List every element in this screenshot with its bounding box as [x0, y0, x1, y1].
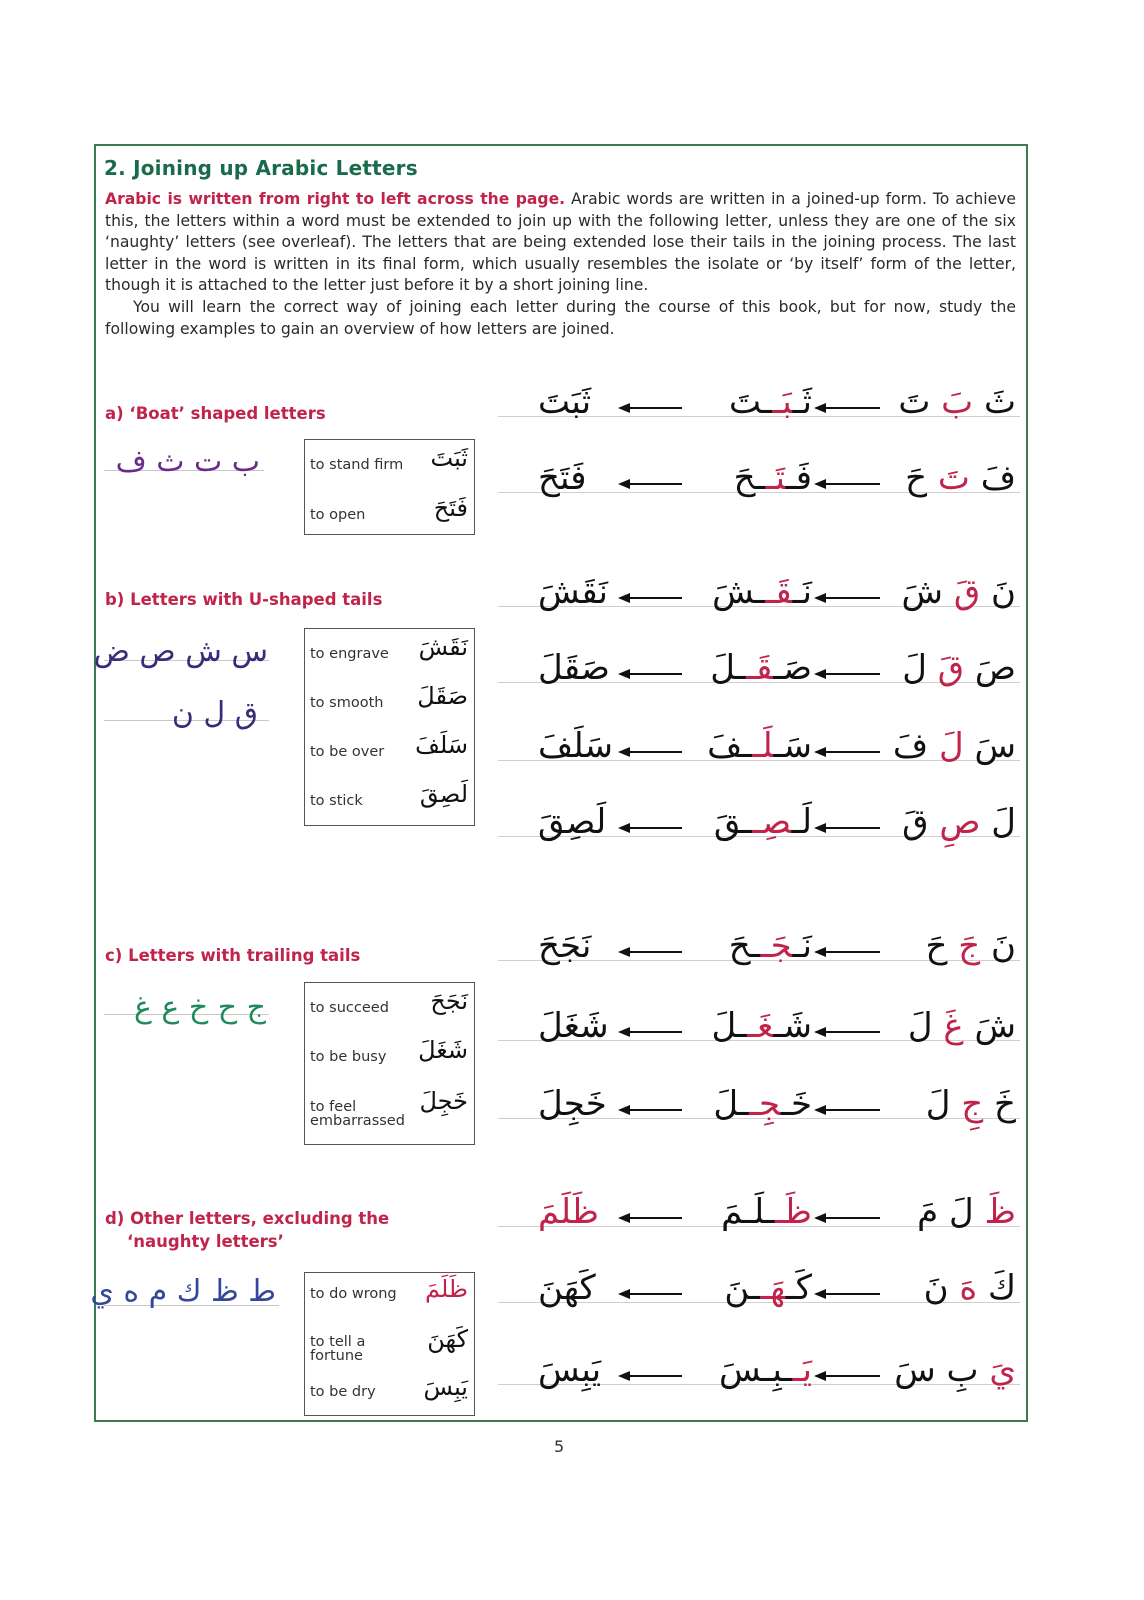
medial-forms	[734, 458, 812, 498]
joining-row	[498, 452, 1020, 512]
medial-letter: غَـ	[747, 1006, 774, 1046]
arrow-left-icon	[620, 1031, 682, 1033]
medial-letter: ـلَـمَ	[721, 1192, 775, 1232]
isolated-letter: بِ	[935, 1350, 979, 1390]
isolated-letter: فَ	[969, 458, 1016, 498]
isolated-letter: قَ	[943, 572, 981, 612]
vocab-arabic: ظَلَمَ	[424, 1275, 468, 1303]
isolated-letter: نَ	[923, 1268, 949, 1308]
medial-letter: صِـ	[752, 802, 792, 842]
page-title: 2. Joining up Arabic Letters	[104, 156, 418, 180]
section-c-vocab-box	[304, 982, 475, 1145]
joining-row	[498, 376, 1020, 436]
isolated-letter: جِ	[950, 1084, 984, 1124]
section-b-title: b) Letters with U-shaped tails	[105, 590, 383, 609]
arrow-left-icon	[620, 751, 682, 753]
medial-letter: جِـ	[749, 1084, 782, 1124]
medial-forms	[729, 926, 812, 966]
intro-paragraph-2: You will learn the correct way of joining each letter during the course of this book, but for now, study the following examples to gain an overview of how letters are joined.	[105, 297, 1016, 338]
arrow-left-icon	[620, 673, 682, 675]
vocab-arabic: ثَبَتَ	[430, 444, 468, 472]
isolated-letters	[894, 1350, 1016, 1390]
isolated-letter: نَ	[980, 926, 1016, 966]
isolated-letter: خَ	[983, 1084, 1016, 1124]
arrow-left-icon	[816, 673, 880, 675]
isolated-letter: لَ	[938, 1192, 974, 1232]
vocab-arabic: شَغَلَ	[418, 1036, 468, 1064]
vocab-arabic: نَقَشَ	[418, 633, 468, 661]
medial-letter: قَـ	[745, 648, 774, 688]
isolated-letter: مَ	[917, 1192, 939, 1232]
isolated-letter: لَ	[907, 1006, 933, 1046]
medial-forms	[724, 1268, 812, 1308]
medial-letter: كَـ	[785, 1268, 812, 1308]
vocab-english: to tell a fortune	[310, 1334, 366, 1364]
medial-letter: ـشَ	[712, 572, 766, 612]
isolated-letter: سَ	[963, 726, 1016, 766]
isolated-letter: قَ	[926, 648, 965, 688]
joining-row	[498, 1078, 1020, 1138]
medial-letter: ظَـ	[774, 1192, 812, 1232]
arrow-left-icon	[816, 1375, 880, 1377]
isolated-letter: لَ	[925, 1084, 951, 1124]
section-b-letters-2: ق ل ن	[171, 696, 258, 731]
vocab-english: to stick	[310, 793, 363, 809]
isolated-letter: لَ	[902, 648, 927, 688]
isolated-letter: لَ	[928, 726, 964, 766]
isolated-letter: شَ	[901, 572, 944, 612]
medial-letter: جَـ	[760, 926, 793, 966]
vocab-english: to smooth	[310, 695, 384, 711]
section-a-vocab-box	[304, 439, 475, 535]
joined-word: يَبِسَ	[538, 1350, 602, 1390]
medial-letter: ـحَ	[733, 458, 766, 498]
medial-letter: صَـ	[773, 648, 812, 688]
vocab-arabic: نَجَحَ	[430, 987, 468, 1015]
isolated-letter: ثَ	[973, 382, 1016, 422]
vocab-arabic: فَتَحَ	[433, 494, 468, 522]
vocab-english: to engrave	[310, 646, 389, 662]
arrow-left-icon	[816, 827, 880, 829]
arrow-left-icon	[620, 483, 682, 485]
isolated-letter: تَ	[927, 458, 970, 498]
medial-letter: هَـ	[760, 1268, 786, 1308]
vocab-arabic: يَبِسَ	[423, 1373, 468, 1401]
medial-forms	[721, 1192, 812, 1232]
joining-row	[498, 642, 1020, 702]
joined-word: صَقَلَ	[538, 648, 610, 688]
arrow-left-icon	[816, 1031, 880, 1033]
medial-letter: ثَـ	[792, 382, 812, 422]
joined-word: نَجَحَ	[538, 926, 592, 966]
isolated-letter: بَ	[930, 382, 974, 422]
isolated-letter: كَ	[977, 1268, 1016, 1308]
vocab-english: to stand firm	[310, 457, 404, 473]
isolated-letters	[905, 458, 1016, 498]
medial-letter: يَـ	[792, 1350, 812, 1390]
section-a-title: a) ‘Boat’ shaped letters	[105, 404, 326, 423]
section-a-letters: ب ت ث ف	[115, 444, 260, 479]
isolated-letter: هَ	[948, 1268, 978, 1308]
medial-letter: سَـ	[773, 726, 812, 766]
arrow-left-icon	[816, 1293, 880, 1295]
joined-word: لَصِقَ	[538, 802, 607, 842]
isolated-letter: جَ	[947, 926, 981, 966]
medial-letter: ـحَ	[728, 926, 761, 966]
medial-letter: لَـ	[752, 726, 774, 766]
section-b-vocab-box	[304, 628, 475, 826]
section-c-letters: ج ح خ ع غ	[133, 990, 266, 1025]
isolated-letter: يَ	[978, 1350, 1016, 1390]
section-d-vocab-box	[304, 1272, 475, 1416]
arrow-left-icon	[816, 407, 880, 409]
arrow-left-icon	[620, 951, 682, 953]
section-d-title	[105, 1207, 389, 1253]
joining-row	[498, 1186, 1020, 1246]
section-c-title: c) Letters with trailing tails	[105, 946, 361, 965]
vocab-english: to be busy	[310, 1049, 387, 1065]
vocab-arabic: خَجِلَ	[419, 1087, 468, 1115]
medial-letter: ـبِـسَ	[719, 1350, 793, 1390]
arrow-left-icon	[620, 407, 682, 409]
isolated-letter: حَ	[905, 458, 928, 498]
medial-letter: شَـ	[773, 1006, 812, 1046]
isolated-letters	[902, 572, 1016, 612]
isolated-letter: قَ	[902, 802, 929, 842]
isolated-letter: حَ	[925, 926, 948, 966]
arrow-left-icon	[620, 1375, 682, 1377]
medial-forms	[712, 572, 812, 612]
isolated-letters	[917, 1192, 1016, 1232]
joining-row	[498, 720, 1020, 780]
vocab-arabic: صَقَلَ	[417, 682, 468, 710]
medial-forms	[707, 726, 812, 766]
joined-word: ثَبَتَ	[538, 382, 592, 422]
isolated-letters	[926, 1084, 1016, 1124]
arrow-left-icon	[620, 597, 682, 599]
section-d-title-line1: d) Other letters, excluding the	[105, 1209, 390, 1228]
joined-word: خَجِلَ	[538, 1084, 607, 1124]
medial-letter: لَـ	[791, 802, 812, 842]
medial-letter: ـتَ	[728, 382, 773, 422]
joining-row	[498, 1000, 1020, 1060]
arrow-left-icon	[620, 1293, 682, 1295]
medial-forms	[713, 1084, 812, 1124]
medial-forms	[714, 802, 812, 842]
medial-letter: نَـ	[792, 926, 812, 966]
isolated-letters	[926, 926, 1017, 966]
vocab-arabic: سَلَفَ	[415, 731, 468, 759]
arrow-left-icon	[816, 951, 880, 953]
joining-row	[498, 566, 1020, 626]
arrow-left-icon	[620, 1217, 682, 1219]
isolated-letters	[902, 802, 1016, 842]
vocab-english: to be dry	[310, 1384, 376, 1400]
medial-letter: خَـ	[781, 1084, 812, 1124]
intro-body: Arabic words are written in a joined-up form. To achieve this, the letters within a word must be extended to join up with the following letter, unless they are one of the six ‘naughty’ letters (see overleaf). The letters that are being extended lose their tails in the joining process. The last letter in the word is written in its final form, which usually resembles the isolate or ‘by itself’ form of the letter, though it is attached to the letter just before it by a short joining line.	[105, 190, 1016, 295]
intro-lead: Arabic is written from right to left across the page.	[105, 190, 566, 208]
vocab-english: to do wrong	[310, 1286, 397, 1302]
joined-word: كَهَنَ	[538, 1268, 596, 1308]
medial-letter: ـنَ	[724, 1268, 761, 1308]
medial-forms	[710, 648, 812, 688]
arrow-left-icon	[620, 1109, 682, 1111]
arrow-left-icon	[816, 1109, 880, 1111]
isolated-letters	[893, 726, 1016, 766]
isolated-letters	[898, 382, 1016, 422]
joined-word: سَلَفَ	[538, 726, 613, 766]
intro-text	[105, 189, 1016, 340]
isolated-letter: ظَ	[973, 1192, 1016, 1232]
isolated-letters	[908, 1006, 1016, 1046]
isolated-letter: غَ	[932, 1006, 964, 1046]
isolated-letters	[902, 648, 1016, 688]
isolated-letter: فَ	[892, 726, 929, 766]
joined-word: نَقَشَ	[538, 572, 609, 612]
isolated-letters	[924, 1268, 1016, 1308]
isolated-letter: لَ	[980, 802, 1016, 842]
medial-forms	[711, 1006, 812, 1046]
arrow-left-icon	[816, 483, 880, 485]
medial-letter: فَـ	[785, 458, 812, 498]
isolated-letter: شَ	[963, 1006, 1016, 1046]
medial-letter: ـلَ	[710, 648, 746, 688]
section-d-title-line2: ‘naughty letters’	[127, 1232, 284, 1251]
vocab-english: to be over	[310, 744, 385, 760]
medial-letter: تَـ	[765, 458, 786, 498]
joining-row	[498, 920, 1020, 980]
isolated-letter: نَ	[980, 572, 1016, 612]
isolated-letter: صَ	[964, 648, 1016, 688]
vocab-english: to succeed	[310, 1000, 389, 1016]
joined-word: شَغَلَ	[538, 1006, 609, 1046]
medial-letter: قَـ	[765, 572, 793, 612]
isolated-letter: سَ	[894, 1350, 936, 1390]
arrow-left-icon	[816, 1217, 880, 1219]
medial-forms	[729, 382, 812, 422]
vocab-english: to open	[310, 507, 366, 523]
arrow-left-icon	[816, 597, 880, 599]
vocab-arabic: لَصِقَ	[419, 780, 468, 808]
isolated-letter: تَ	[898, 382, 931, 422]
joining-row	[498, 796, 1020, 856]
arrow-left-icon	[816, 751, 880, 753]
medial-letter: ـلَ	[713, 1084, 750, 1124]
page-number: 5	[554, 1437, 565, 1456]
medial-letter: بَـ	[772, 382, 793, 422]
medial-letter: ـقَ	[713, 802, 753, 842]
medial-forms	[719, 1350, 812, 1390]
joined-word: ظَلَمَ	[538, 1192, 599, 1232]
medial-letter: ـلَ	[711, 1006, 748, 1046]
arrow-left-icon	[620, 827, 682, 829]
vocab-english: to feel embarrassed	[310, 1099, 405, 1129]
isolated-letter: صِ	[928, 802, 981, 842]
section-d-letters: ط ظ ك م ه ي	[90, 1274, 276, 1309]
medial-letter: نَـ	[792, 572, 812, 612]
medial-letter: ـفَ	[707, 726, 753, 766]
joined-word: فَتَحَ	[538, 458, 587, 498]
joining-row	[498, 1262, 1020, 1322]
joining-row	[498, 1344, 1020, 1404]
section-b-letters-1: س ش ص ض	[93, 634, 268, 669]
vocab-arabic: كَهَنَ	[427, 1325, 468, 1353]
